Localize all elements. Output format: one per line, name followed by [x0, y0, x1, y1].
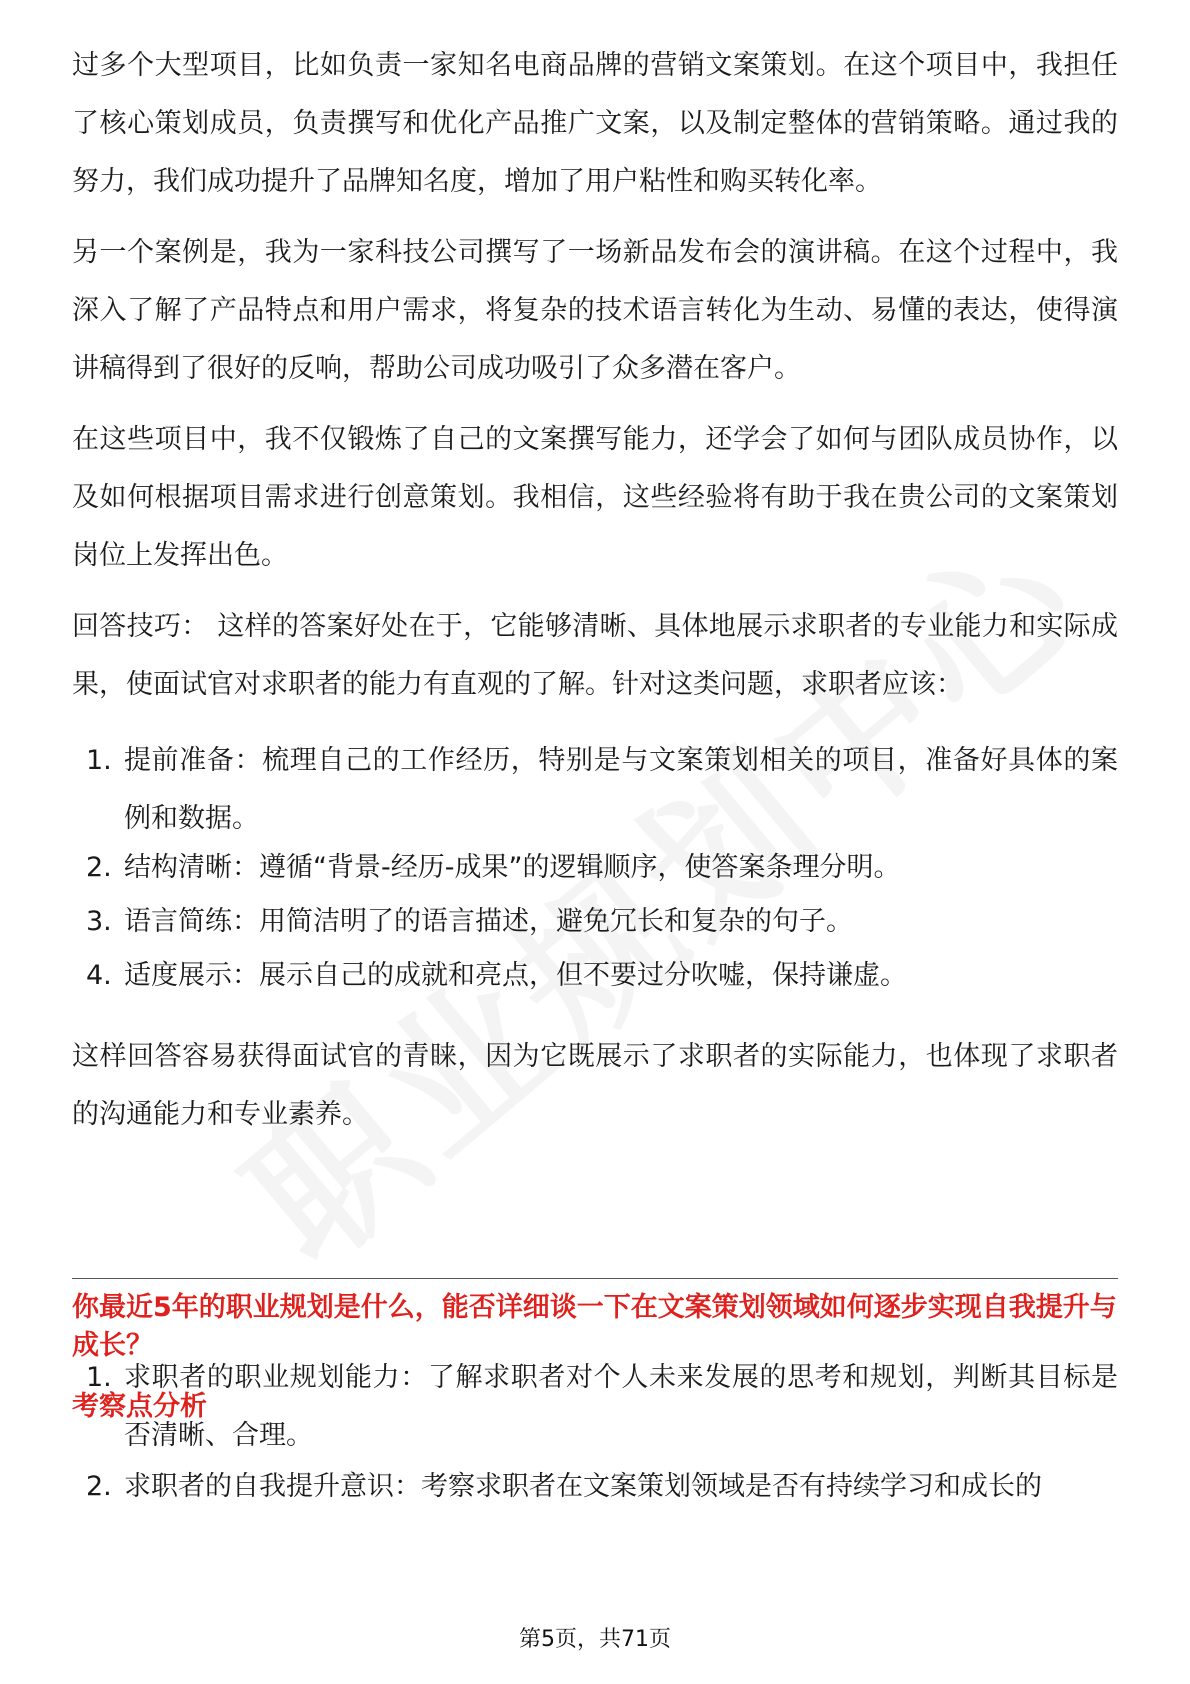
list-number: 1. — [86, 1362, 112, 1393]
list-item-text: 求职者的自我提升意识：考察求职者在文案策划领域是否有持续学习和成长的 — [124, 1471, 1042, 1502]
list-item-text: 适度展示：展示自己的成就和亮点，但不要过分吹嘘，保持谦虚。 — [124, 960, 907, 991]
list-item-text: 结构清晰：遵循“背景-经历-成果”的逻辑顺序，使答案条理分明。 — [124, 852, 901, 883]
list-number: 4. — [86, 960, 112, 991]
list-number: 3. — [86, 906, 112, 937]
paragraph-answer-tips: 回答技巧： 这样的答案好处在于，它能够清晰、具体地展示求职者的专业能力和实际成果，使面试官对求职者的能力有直观的了解。针对这类问题，求职者应该： — [72, 611, 1118, 700]
paragraph-skills-gained: 在这些项目中，我不仅锻炼了自己的文案撰写能力，还学会了如何与团队成员协作，以及如何根据项目需求进行创意策划。我相信，这些经验将有助于我在贵公司的文案策划岗位上发挥出色。 — [72, 424, 1118, 571]
list-number: 2. — [86, 852, 112, 883]
paragraph-closing: 这样回答容易获得面试官的青睐，因为它既展示了求职者的实际能力，也体现了求职者的沟通能力和专业素养。 — [72, 1041, 1118, 1130]
paragraph-second-case: 另一个案例是，我为一家科技公司撰写了一场新品发布会的演讲稿。在这个过程中，我深入了解了产品特点和用户需求，将复杂的技术语言转化为生动、易懂的表达，使得演讲稿得到了很好的反响，帮助公司成功吸引了众多潜在客户。 — [72, 237, 1118, 384]
list-item-text: 提前准备：梳理自己的工作经历，特别是与文案策划相关的项目，准备好具体的案例和数据。 — [124, 745, 1118, 834]
question-title: 你最近5年的职业规划是什么，能否详细谈一下在文案策划领域如何逐步实现自我提升与成长？ — [72, 1292, 1117, 1361]
list-item-text: 语言简练：用简洁明了的语言描述，避免冗长和复杂的句子。 — [124, 906, 853, 937]
section-heading: 考察点分析 — [72, 1391, 207, 1422]
list-item-text: 求职者的职业规划能力：了解求职者对个人未来发展的思考和规划，判断其目标是否清晰、合理。 — [124, 1362, 1118, 1451]
page-footer: 第5页，共71页 — [519, 1627, 671, 1652]
section-divider — [72, 1278, 1118, 1279]
paragraph-project-experience: 过多个大型项目，比如负责一家知名电商品牌的营销文案策划。在这个项目中，我担任了核心策划成员，负责撰写和优化产品推广文案，以及制定整体的营销策略。通过我的努力，我们成功提升了品牌知名度，增加了用户粘性和购买转化率。 — [72, 50, 1118, 197]
list-number: 1. — [86, 745, 112, 776]
list-number: 2. — [86, 1471, 112, 1502]
